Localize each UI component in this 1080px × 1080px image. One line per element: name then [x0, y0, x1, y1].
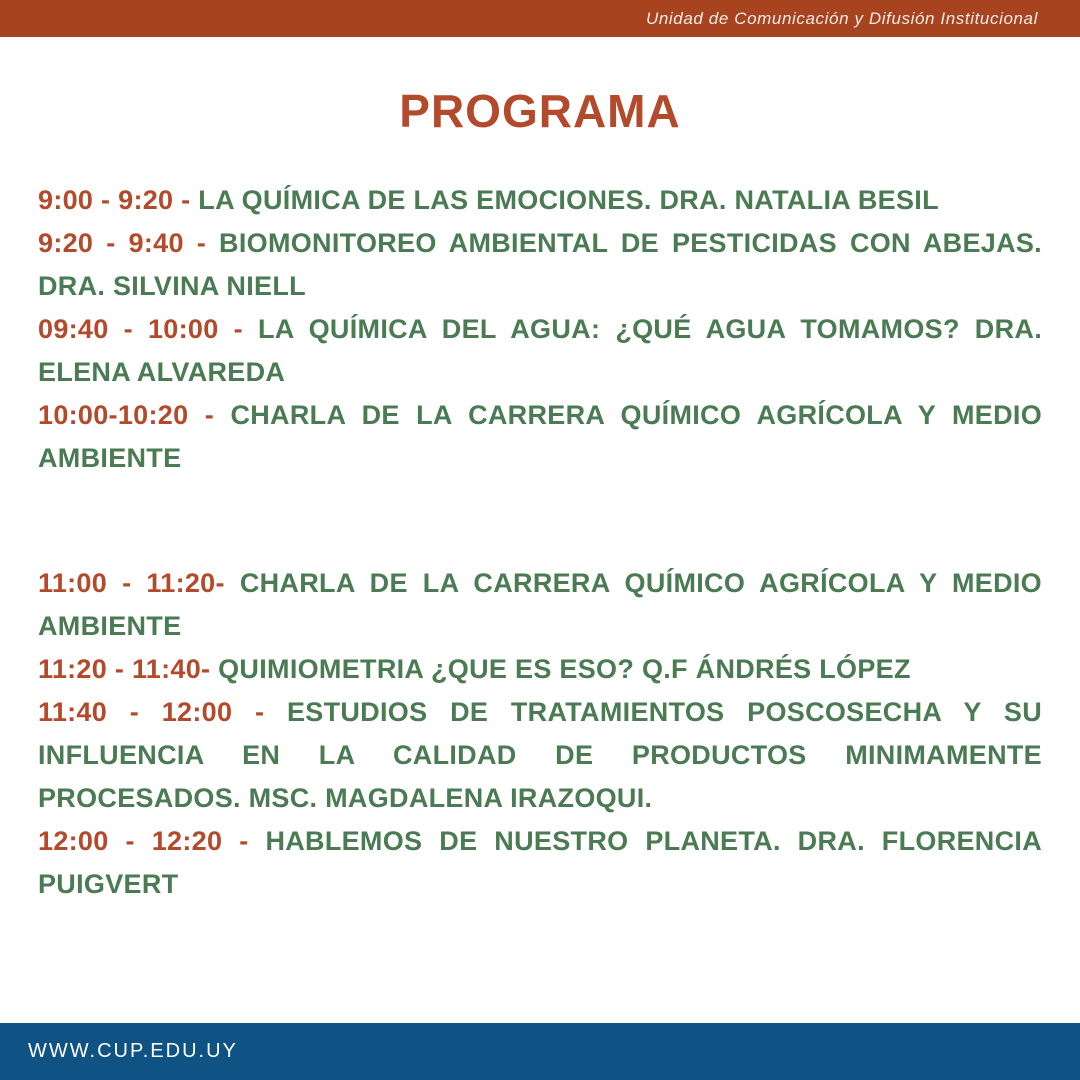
- schedule-item: [38, 222, 1042, 308]
- item-time: 11:40 - 12:00 -: [38, 697, 287, 727]
- item-title: LA QUÍMICA DEL AGUA: ¿QUÉ AGUA TOMAMOS? DRA. ELENA ALVAREDA: [38, 314, 1042, 387]
- top-bar: [0, 0, 1080, 37]
- item-title: ESTUDIOS DE TRATAMIENTOS POSCOSECHA Y SU INFLUENCIA EN LA CALIDAD DE PRODUCTOS MINIMAMENTE PROCESADOS. MSC. MAGDALENA IRAZOQUI.: [38, 697, 1042, 813]
- schedule-item: [38, 308, 1042, 394]
- schedule-item: [38, 820, 1042, 906]
- schedule-item: [38, 179, 1042, 222]
- item-title: CHARLA DE LA CARRERA QUÍMICO AGRÍCOLA Y MEDIO AMBIENTE: [38, 568, 1042, 641]
- item-title: LA QUÍMICA DE LAS EMOCIONES. DRA. NATALIA BESIL: [198, 185, 939, 215]
- page-title: PROGRAMA: [399, 85, 681, 137]
- institution-label: Unidad de Comunicación y Difusión Institucional: [645, 8, 1038, 28]
- item-title: HABLEMOS DE NUESTRO PLANETA. DRA. FLORENCIA PUIGVERT: [38, 826, 1043, 899]
- schedule-item: [38, 562, 1042, 648]
- footer-url: WWW.CUP.EDU.UY: [28, 1040, 238, 1062]
- item-time: 12:00 - 12:20 -: [38, 826, 266, 856]
- schedule-item: [38, 691, 1042, 820]
- item-title: CHARLA DE LA CARRERA QUÍMICO AGRÍCOLA Y MEDIO AMBIENTE: [38, 400, 1042, 473]
- item-title: QUIMIOMETRIA ¿QUE ES ESO? Q.F ÁNDRÉS LÓPEZ: [218, 654, 911, 684]
- item-time: 09:40 - 10:00 -: [38, 314, 258, 344]
- item-time: 10:00-10:20 -: [38, 400, 231, 430]
- item-title: BIOMONITOREO AMBIENTAL DE PESTICIDAS CON ABEJAS. DRA. SILVINA NIELL: [38, 228, 1042, 301]
- item-time: 9:00 - 9:20 -: [38, 185, 199, 215]
- schedule-item: [38, 394, 1042, 480]
- item-time: 11:20 - 11:40-: [38, 654, 219, 684]
- schedule-item: [38, 648, 1042, 691]
- item-time: 9:20 - 9:40 -: [38, 228, 220, 258]
- schedule-list: [38, 179, 1042, 906]
- footer-bar: [0, 1023, 1080, 1080]
- item-time: 11:00 - 11:20-: [38, 568, 240, 598]
